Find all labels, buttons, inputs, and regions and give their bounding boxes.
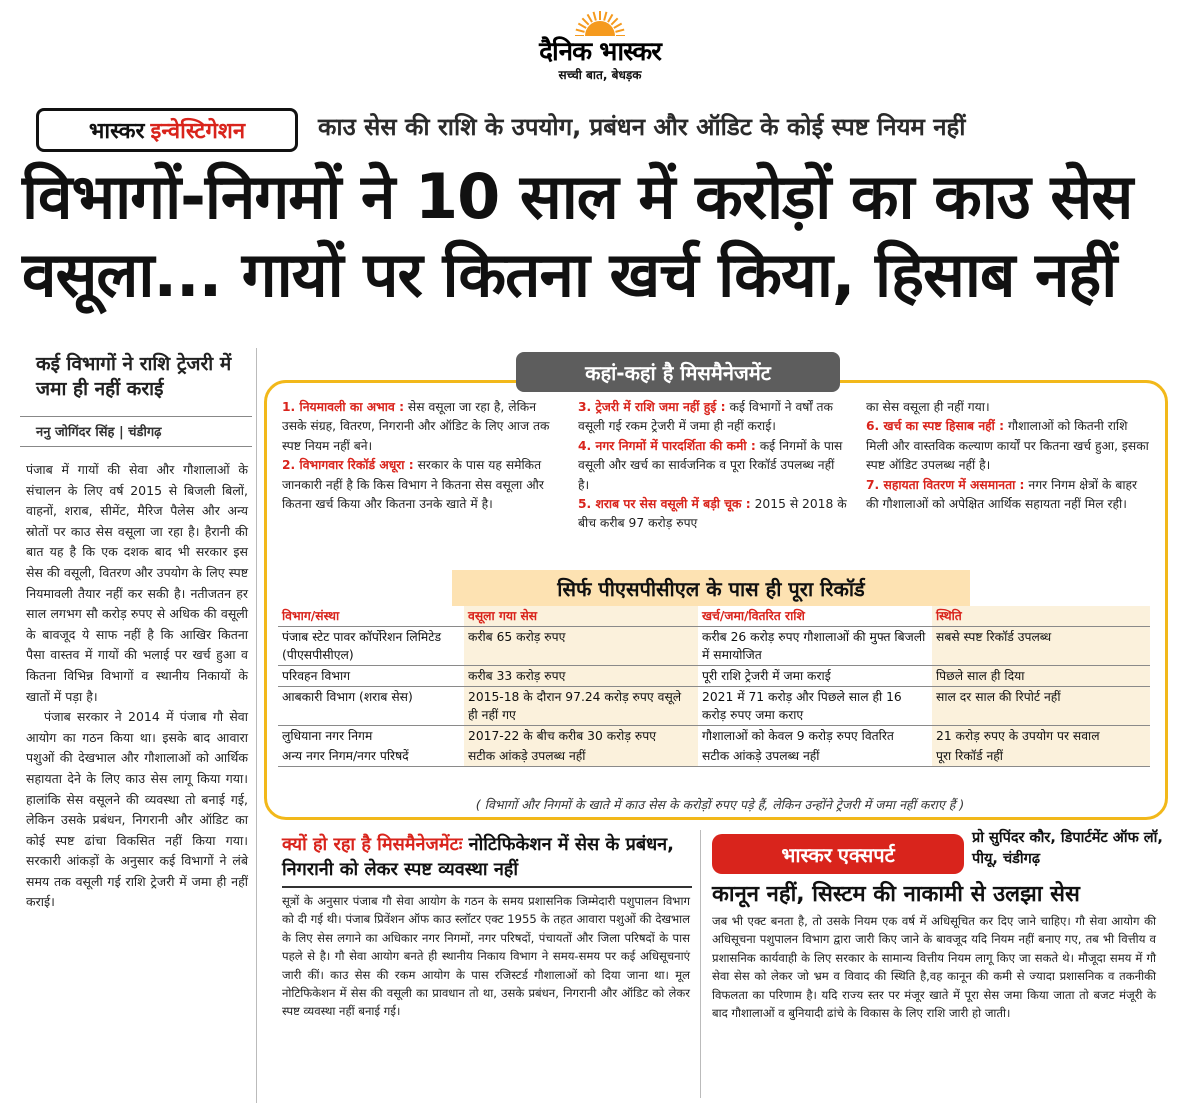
table-cell: सबसे स्पष्ट रिकॉर्ड उपलब्ध: [932, 627, 1150, 665]
paragraph: पंजाब में गायों की सेवा और गौशालाओं के संचालन के लिए वर्ष 2015 से बिजली बिलों, वाहनों, शराब, सीमेंट, मैरिज पैलेस और अन्य स्रोतों पर काउ सेस वसूला जा रहा है। हैरानी की बात यह है कि एक दशक बाद भी सरकार इस सेस की वसूली, वितरण और उपयोग के लिए स्पष्ट नियमावली तैयार नहीं कर सकी है। नतीजतन हर साल लगभग सौ करोड़ रुपए से अधिक की वसूली के बावजूद ये साफ नहीं है कि आखिर कितना पैसा वास्तव में गायों की भलाई पर खर्च हुआ व कितना विभिन्न विभागों व स्थानीय निकायों के खातों में पड़ा है।: [26, 462, 248, 704]
column-header: वसूला गया सेस: [464, 606, 698, 626]
table-cell: 21 करोड़ रुपए के उपयोग पर सवाल: [932, 726, 1150, 746]
point-head: 5. शराब पर सेस वसूली में बड़ी चूक :: [578, 497, 751, 512]
table-header-row: [278, 606, 1150, 627]
point-text: सेस वसूला जा रहा है, लेकिन उसके संग्रह, वितरण, निगरानी और ऑडिट के लिए आज तक स्पष्ट नियम नहीं बने।: [282, 400, 550, 453]
point-text: सरकार के पास यह समेकित जानकारी नहीं है कि किस विभाग ने कितना सेस वसूला और कितना खर्च किया और कितना उनके खाते में है।: [282, 458, 544, 512]
why-section-heading: [282, 832, 692, 882]
divider: [20, 446, 252, 447]
list-item: [578, 437, 848, 495]
panel-title: कहां-कहां है मिसमैनेजमेंट: [516, 352, 840, 392]
table-cell: पंजाब स्टेट पावर कॉर्पोरेशन लिमिटेड (पीएसपीसीएल): [282, 630, 442, 662]
list-item: [282, 398, 556, 456]
badge-part-2: इन्वेस्टिगेशन: [150, 119, 246, 144]
table-cell: अन्य नगर निगम/नगर परिषदें: [282, 749, 409, 763]
record-table-title: सिर्फ पीएसपीसीएल के पास ही पूरा रिकॉर्ड: [452, 570, 970, 606]
table-cell: गौशालाओं को केवल 9 करोड़ रुपए वितरित: [702, 729, 894, 743]
headline: [22, 158, 1182, 314]
point-text: 2015 से 2018 के बीच करीब 97 करोड़ रुपए: [578, 497, 847, 531]
table-row: [278, 666, 1150, 687]
expert-badge-part-2: एक्सपर्ट: [837, 842, 895, 867]
expert-body: जब भी एक्ट बनता है, तो उसके नियम एक वर्ष में अधिसूचित कर दिए जाने चाहिए। गौ सेवा आयोग की अधिसूचना पशुपालन विभाग द्वारा जारी किए जाने के बावजूद यदि नियम नहीं बनाए गए, तब भी वित्तीय व प्रशासनिक कार्यवाही के लिए सरकार के सामान्य वित्तीय नियम लागू किए जा सकते थे। मौजूदा समय में गौ सेवा सेस को लेकर जो भ्रम व विवाद की स्थिति है,वह कानून की कमी से ज्यादा प्रशासनिक व तकनीकी विफलता का परिणाम है। यदि राज्य स्तर पर मंजूर खाते में पूरा सेस जमा किया जाता तो बजट मंजूरी के बाद गौशालाओं व बुनियादी ढांचे के विकास के लिए राशि जारी हो जाती।: [712, 914, 1156, 1021]
point-head: 6. खर्च का स्पष्ट हिसाब नहीं :: [866, 419, 1005, 434]
expert-name: प्रो सुपिंदर कौर, डिपार्टमेंट ऑफ लॉ, पीयू, चंडीगढ़: [972, 830, 1163, 867]
left-column-title: कई विभागों ने राशि ट्रेजरी में जमा ही नहीं कराई: [36, 353, 232, 400]
table-cell: आबकारी विभाग (शराब सेस): [282, 690, 413, 704]
table-cell: सटीक आंकड़े उपलब्ध नहीं: [702, 749, 820, 763]
why-section-body: सूत्रों के अनुसार पंजाब गौ सेवा आयोग के गठन के समय प्रशासनिक जिम्मेदारी पशुपालन विभाग को दी गई थी। पंजाब प्रिवेंशन ऑफ काउ स्लॉटर एक्ट 1955 के तहत आवारा पशुओं की देखभाल के लिए सेस लगाने का अधिकार नगर निगमों, नगर परिषदों, पंचायतों और जिला परिषदों के पास पहले से है। गौ सेवा आयोग बनते ही स्थानीय निकाय विभाग ने समय-समय पर कई अधिसूचनाएं जारी कीं। काउ सेस की रकम आयोग के पास रजिस्टर्ड गौशालाओं को दिया जाना था। मूल नोटिफिकेशन में सेस की वसूली का प्रावधान तो था, उसके प्रबंधन, निगरानी और ऑडिट को लेकर स्पष्ट व्यवस्था नहीं बनाई गई।: [282, 894, 690, 1019]
point-text: का सेस वसूला ही नहीं गया।: [866, 400, 990, 414]
point-text: कई विभागों ने वर्षों तक वसूली गई रकम ट्रेजरी में जमा ही नहीं कराई।: [578, 400, 833, 434]
table-cell: पिछले साल ही दिया: [932, 666, 1150, 686]
table-cell: 2015-18 के दौरान 97.24 करोड़ रुपए वसूले ही नहीं गए: [464, 687, 698, 725]
table-cell: 2021 में 71 करोड़ और पिछले साल ही 16 करोड़ रुपए जमा कराए: [702, 690, 902, 722]
left-column-body: [26, 460, 248, 913]
byline: ननु जोगिंदर सिंह | चंडीगढ़: [36, 425, 162, 440]
column-header: खर्च/जमा/वितरित राशि: [702, 609, 805, 623]
column-divider: [256, 348, 257, 1103]
headline-line-2: वसूला... गायों पर कितना खर्च किया, हिसाब नहीं: [22, 238, 1117, 311]
table-cell: करीब 26 करोड़ रुपए गौशालाओं की मुफ्त बिजली में समायोजित: [702, 630, 926, 662]
list-item: [866, 417, 1152, 475]
table-row: [278, 726, 1150, 746]
point-text: नगर निगम क्षेत्रों के बाहर की गौशालाओं को अपेक्षित आर्थिक सहायता नहीं मिल रही।: [866, 477, 1138, 512]
list-item: [866, 476, 1152, 515]
list-item: [282, 456, 556, 514]
paragraph: पंजाब सरकार ने 2014 में पंजाब गौ सेवा आयोग का गठन किया था। इसके बाद आवारा पशुओं की देखभाल और गौशालाओं को आर्थिक सहायता देने के लिए काउ सेस लागू किया गया। हालांकि सेस वसूलने की व्यवस्था तो बनाई गई, लेकिन उसके प्रबंधन, निगरानी और ऑडिट का कोई स्पष्ट ढांचा विकसित नहीं किया गया। सरकारी आंकड़ों के अनुसार कई विभागों ने लंबे समय तक वसूली गई राशि ट्रेजरी में जमा ही नहीं कराई।: [26, 709, 248, 910]
column-divider: [700, 830, 701, 1098]
points-column-1: [282, 398, 556, 514]
masthead-name: दैनिक भास्कर: [539, 37, 661, 67]
table-row: [278, 687, 1150, 726]
why-heading-rest: नोटिफिकेशन में सेस के प्रबंधन, निगरानी को लेकर स्पष्ट व्यवस्था नहीं: [282, 834, 674, 880]
table-cell: साल दर साल की रिपोर्ट नहीं: [932, 687, 1150, 725]
table-cell: सटीक आंकड़े उपलब्ध नहीं: [464, 746, 698, 766]
table-cell: करीब 65 करोड़ रुपए: [464, 627, 698, 665]
badge-part-1: भास्कर: [88, 119, 145, 144]
list-item: [578, 398, 848, 437]
expert-badge: [712, 834, 964, 874]
column-header: विभाग/संस्था: [282, 609, 340, 623]
table-row: [278, 627, 1150, 666]
point-head: 7. सहायता वितरण में असमानता :: [866, 477, 1025, 492]
point-head: 1. नियमावली का अभाव :: [282, 400, 404, 414]
headline-line-1: विभागों-निगमों ने 10 साल में करोड़ों का काउ सेस: [22, 160, 1133, 233]
list-item: [866, 398, 1152, 417]
point-head: 3. ट्रेजरी में राशि जमा नहीं हुई :: [578, 400, 726, 414]
expert-badge-part-1: भास्कर: [781, 842, 832, 867]
list-item: [578, 495, 848, 534]
table-cell: पूरी राशि ट्रेजरी में जमा कराई: [702, 669, 831, 683]
investigation-badge: [36, 108, 298, 152]
divider: [282, 886, 692, 888]
points-column-3: [866, 398, 1152, 514]
table-cell: करीब 33 करोड़ रुपए: [464, 666, 698, 686]
table-cell: लुधियाना नगर निगम: [282, 729, 373, 743]
point-head: 4. नगर निगमों में पारदर्शिता की कमी :: [578, 438, 756, 453]
point-text: कई निगमों के पास वसूली और खर्च का सार्वजनिक व पूरा रिकॉर्ड उपलब्ध नहीं है।: [578, 438, 843, 492]
masthead: [503, 4, 697, 84]
column-header: स्थिति: [932, 606, 1150, 626]
table-cell: परिवहन विभाग: [282, 669, 351, 683]
divider: [20, 416, 252, 417]
table-row: [278, 746, 1150, 767]
why-heading-red: क्यों हो रहा है मिसमैनेजमेंटः: [282, 834, 463, 855]
table-cell: पूरा रिकॉर्ड नहीं: [932, 746, 1150, 766]
expert-heading: कानून नहीं, सिस्टम की नाकामी से उलझा सेस: [712, 882, 1080, 907]
sub-headline: काउ सेस की राशि के उपयोग, प्रबंधन और ऑडिट के कोई स्पष्ट नियम नहीं: [318, 113, 966, 141]
record-table: [278, 606, 1150, 767]
point-text: गौशालाओं को कितनी राशि मिली और वास्तविक कल्याण कार्यों पर कितना खर्च हुआ, इसका स्पष्ट ऑडिट उपलब्ध नहीं है।: [866, 419, 1149, 473]
point-head: 2. विभागवार रिकॉर्ड अधूरा :: [282, 458, 414, 473]
points-column-2: [578, 398, 848, 534]
table-cell: 2017-22 के बीच करीब 30 करोड़ रुपए: [464, 726, 698, 746]
table-note: ( विभागों और निगमों के खाते में काउ सेस के करोड़ों रुपए पड़े हैं, लेकिन उन्होंने ट्रेजरी में जमा नहीं कराए हैं ): [475, 797, 965, 812]
masthead-tagline: सच्ची बात, बेधड़क: [558, 68, 642, 82]
